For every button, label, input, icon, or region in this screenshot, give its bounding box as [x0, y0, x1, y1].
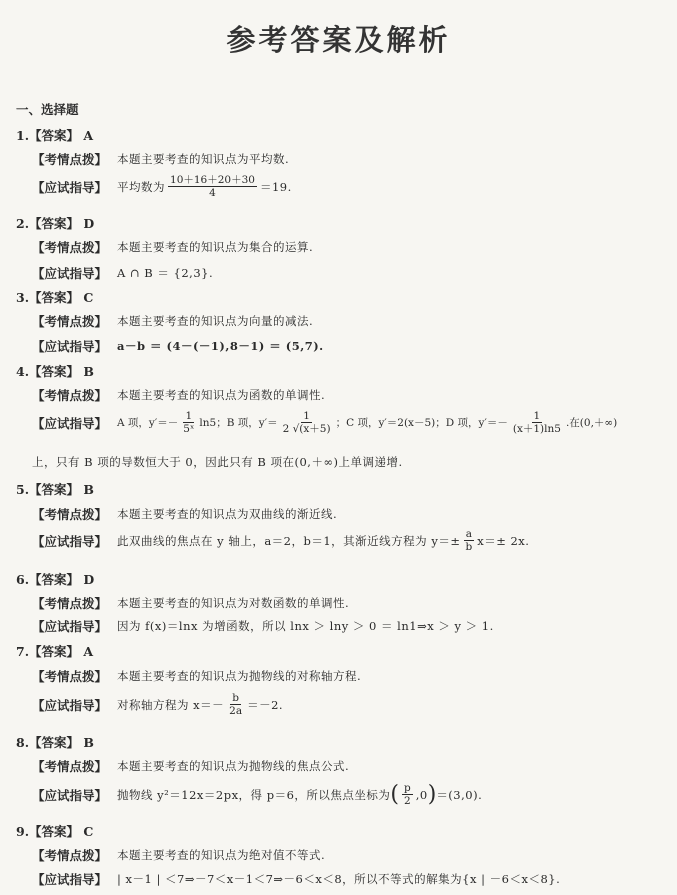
q6-knowledge-text: 本题主要考查的知识点为对数函数的单调性.: [117, 596, 350, 610]
q4-guide-a1: A 项，y′＝－: [117, 417, 179, 430]
q4-frac-b-den: 2 √(x＋5): [282, 423, 331, 436]
q8-knowledge: [32, 757, 349, 775]
guide-label: 【应试指导】: [32, 872, 108, 887]
knowledge-label: 【考情点拨】: [32, 759, 108, 774]
q8-guide-text-a: 抛物线 y²＝12x＝2px，得 p＝6，所以焦点坐标为: [117, 787, 391, 802]
q1-guide: [32, 174, 292, 199]
q3-knowledge-text: 本题主要考查的知识点为向量的减法.: [117, 314, 314, 328]
guide-label: 【应试指导】: [32, 619, 108, 634]
q6-answer: 6.【答案】 D: [16, 572, 95, 587]
guide-label: 【应试指导】: [32, 787, 108, 803]
q3-knowledge: [32, 312, 313, 330]
q9-answer: 9.【答案】 C: [16, 824, 94, 839]
q5-guide: [32, 528, 529, 553]
q6-knowledge: [32, 594, 349, 612]
q5-fraction: [463, 528, 474, 553]
knowledge-label: 【考情点拨】: [32, 669, 108, 684]
guide-label: 【应试指导】: [32, 339, 108, 354]
q6-guide: [32, 617, 494, 635]
q2-guide-text: A ∩ B ＝ {2,3}.: [117, 266, 214, 280]
q9-knowledge: [32, 846, 325, 864]
guide-label: 【应试指导】: [32, 533, 108, 549]
knowledge-label: 【考情点拨】: [32, 596, 108, 611]
q9-guide-text: | x－1 | ＜7⇒－7＜x－1＜7⇒－6＜x＜8，所以不等式的解集为{x | －6＜x＜8}.: [117, 872, 561, 886]
q3-guide-text: a－b ＝ (4－(－1),8－1) ＝ (5,7).: [117, 339, 324, 353]
knowledge-label: 【考情点拨】: [32, 314, 108, 329]
q7-frac-den: 2a: [229, 705, 243, 718]
q4-frac-d-den: (x＋1)ln5: [512, 423, 561, 436]
q8-left-paren: (: [390, 781, 399, 807]
q6-guide-text: 因为 f(x)＝lnx 为增函数，所以 lnx ＞ lny ＞ 0 ＝ ln1⇒x ＞ y ＞ 1.: [117, 619, 494, 633]
q3-guide: [32, 337, 324, 355]
q8-guide-text-mid: ,0: [415, 787, 428, 802]
q7-guide-text-a: 对称轴方程为 x＝－: [117, 697, 225, 712]
q1-knowledge-text: 本题主要考查的知识点为平均数.: [117, 152, 290, 166]
q7-guide-text-b: ＝－2.: [247, 697, 284, 712]
guide-label: 【应试指导】: [32, 697, 108, 713]
guide-label: 【应试指导】: [32, 415, 108, 431]
q7-guide: [32, 692, 283, 717]
q5-knowledge: [32, 505, 337, 523]
knowledge-label: 【考情点拨】: [32, 240, 108, 255]
q1-frac-num: 10＋16＋20＋30: [170, 174, 255, 186]
q4-fraction-b: [281, 410, 333, 435]
q8-guide: [32, 782, 482, 807]
q4-guide-a2: ln5；B 项，y′＝: [199, 417, 278, 430]
q8-guide-text-b: ＝(3,0).: [436, 787, 483, 802]
page-title: 参考答案及解析: [226, 23, 451, 57]
q1-knowledge: [32, 150, 289, 168]
q8-right-paren: ): [427, 781, 437, 807]
q8-knowledge-text: 本题主要考查的知识点为抛物线的焦点公式.: [117, 759, 350, 773]
knowledge-label: 【考情点拨】: [32, 507, 108, 522]
q4-frac-a-den: 5ˣ: [183, 423, 195, 436]
q7-frac-num: b: [232, 692, 239, 704]
q4-frac-d-num: 1: [533, 410, 541, 422]
guide-label: 【应试指导】: [32, 266, 108, 281]
q7-knowledge-text: 本题主要考查的知识点为抛物线的对称轴方程.: [117, 669, 362, 683]
q4-guide-a3: ；C 项，y′＝2(x－5)；D 项，y′＝－: [335, 417, 508, 430]
knowledge-label: 【考情点拨】: [32, 388, 108, 403]
q3-answer: 3.【答案】 C: [16, 290, 94, 305]
q4-guide: [32, 410, 617, 435]
q2-knowledge: [32, 238, 313, 256]
q5-knowledge-text: 本题主要考查的知识点为双曲线的渐近线.: [117, 507, 338, 521]
q9-guide: [32, 870, 560, 888]
q5-guide-text-b: x＝± 2x.: [477, 533, 530, 548]
guide-label: 【应试指导】: [32, 179, 108, 195]
q4-fraction-a: [181, 410, 196, 435]
q2-answer: 2.【答案】 D: [16, 216, 95, 231]
q8-frac-num: p: [404, 782, 411, 794]
q2-guide: [32, 264, 213, 282]
knowledge-label: 【考情点拨】: [32, 152, 108, 167]
q8-frac-den: 2: [404, 795, 411, 808]
q8-answer: 8.【答案】 B: [16, 735, 94, 750]
q7-fraction: [227, 692, 244, 717]
q4-fraction-d: [511, 410, 563, 435]
q5-frac-num: a: [465, 528, 472, 540]
q7-knowledge: [32, 667, 361, 685]
q9-knowledge-text: 本题主要考查的知识点为绝对值不等式.: [117, 848, 326, 862]
q1-frac-den: 4: [209, 187, 216, 200]
q5-guide-text-a: 此双曲线的焦点在 y 轴上，a＝2，b＝1，其渐近线方程为 y＝±: [117, 533, 461, 548]
q1-guide-text-a: 平均数为: [117, 179, 166, 194]
q1-guide-text-b: ＝19.: [259, 179, 292, 194]
q4-guide-a4: .在(0,＋∞): [565, 417, 618, 430]
q4-answer: 4.【答案】 B: [16, 364, 94, 379]
q4-frac-b-num: 1: [303, 410, 310, 422]
q5-frac-den: b: [465, 541, 473, 554]
knowledge-label: 【考情点拨】: [32, 848, 108, 863]
q2-knowledge-text: 本题主要考查的知识点为集合的运算.: [117, 240, 314, 254]
q7-answer: 7.【答案】 A: [16, 644, 94, 659]
q4-knowledge: [32, 386, 325, 404]
section-heading: 一、选择题: [16, 102, 79, 117]
q4-knowledge-text: 本题主要考查的知识点为函数的单调性.: [117, 388, 326, 402]
q1-answer: 1.【答案】 A: [16, 128, 94, 143]
q8-fraction: [402, 782, 413, 807]
q1-fraction: [168, 174, 257, 199]
q4-frac-a-num: 1: [185, 410, 193, 422]
q5-answer: 5.【答案】 B: [16, 482, 94, 497]
q4-guide-continuation: 上，只有 B 项的导数恒大于 0，因此只有 B 项在(0,＋∞)上单调递增.: [32, 455, 403, 469]
